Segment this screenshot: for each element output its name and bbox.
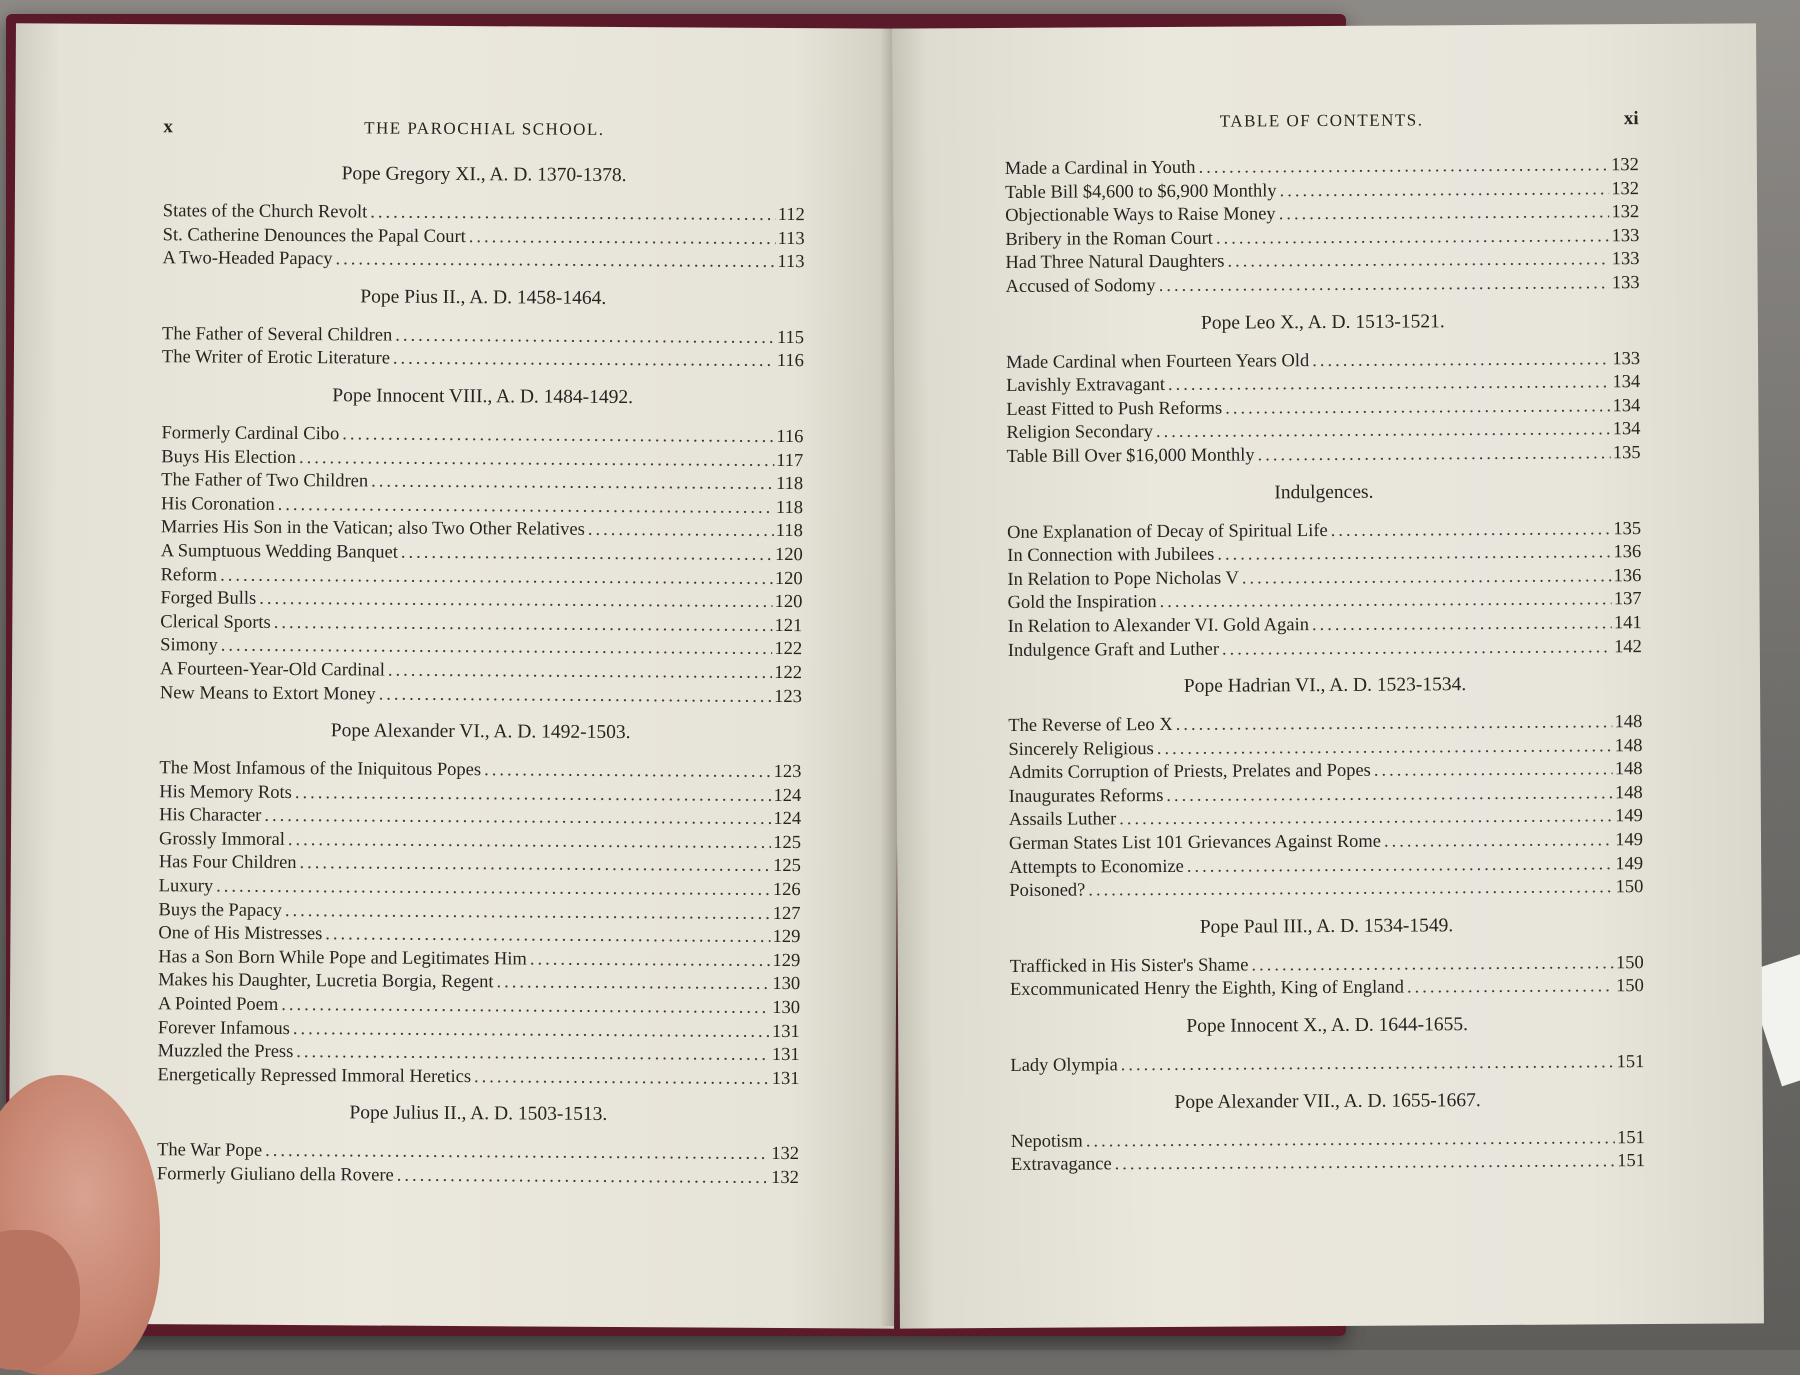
entry-page-number: 148 bbox=[1614, 782, 1643, 804]
entry-page-number: 125 bbox=[773, 856, 801, 877]
entry-page-number: 118 bbox=[776, 474, 804, 495]
entry-page-number: 150 bbox=[1616, 976, 1644, 997]
dot-leader bbox=[1176, 711, 1613, 737]
entry-page-number: 149 bbox=[1615, 830, 1644, 851]
entry-title: Bribery in the Roman Court bbox=[1005, 228, 1213, 250]
dot-leader bbox=[1217, 541, 1611, 567]
entry-title: Excommunicated Henry the Eighth, King of England bbox=[1009, 977, 1405, 1001]
dot-leader bbox=[469, 226, 776, 251]
dot-leader bbox=[401, 542, 773, 568]
right-page-number: xi bbox=[1623, 108, 1639, 130]
entry-page-number: 150 bbox=[1615, 877, 1644, 898]
entry-title: Inaugurates Reforms bbox=[1008, 785, 1164, 807]
entry-page-number: 148 bbox=[1614, 735, 1643, 756]
toc-section bbox=[160, 384, 804, 709]
section-heading: Pope Alexander VI., A. D. 1492-1503. bbox=[330, 720, 631, 744]
entry-page-number: 112 bbox=[777, 204, 805, 226]
dot-leader bbox=[588, 519, 774, 544]
toc-section bbox=[1008, 673, 1643, 904]
entry-page-number: 129 bbox=[772, 927, 801, 948]
entry-title: Accused of Sodomy bbox=[1005, 276, 1156, 297]
toc-entry bbox=[157, 1163, 799, 1191]
entry-page-number: 118 bbox=[775, 497, 804, 518]
entry-title: Formerly Cardinal Cibo bbox=[161, 423, 340, 445]
entry-title: A Sumptuous Wedding Banquet bbox=[160, 541, 398, 563]
dot-leader bbox=[296, 1041, 770, 1067]
entry-title: Poisoned? bbox=[1009, 880, 1086, 902]
dot-leader bbox=[299, 853, 771, 879]
dot-leader bbox=[1225, 395, 1611, 421]
entry-title: Least Fitted to Push Reforms bbox=[1006, 398, 1223, 420]
entry-title: The Father of Two Children bbox=[161, 470, 369, 492]
entry-page-number: 117 bbox=[776, 450, 804, 471]
entry-page-number: 136 bbox=[1613, 565, 1642, 586]
entry-page-number: 132 bbox=[1611, 202, 1640, 223]
dot-leader bbox=[395, 324, 775, 350]
dot-leader bbox=[1157, 735, 1613, 761]
section-heading: Pope Alexander VII., A. D. 1655-1667. bbox=[1174, 1089, 1481, 1113]
entry-page-number: 151 bbox=[1617, 1151, 1646, 1172]
entry-title: Formerly Giuliano della Rovere bbox=[156, 1164, 394, 1186]
dot-leader bbox=[220, 564, 773, 591]
entry-page-number: 133 bbox=[1611, 249, 1640, 270]
entry-title: Trafficked in His Sister's Shame bbox=[1009, 955, 1249, 977]
dot-leader bbox=[1384, 829, 1613, 854]
dot-leader bbox=[1198, 154, 1609, 180]
entry-page-number: 125 bbox=[773, 832, 802, 853]
entry-title: Lavishly Extravagant bbox=[1006, 375, 1166, 397]
entry-page-number: 120 bbox=[774, 592, 803, 613]
dot-leader bbox=[1227, 249, 1609, 275]
entry-title: A Fourteen-Year-Old Cardinal bbox=[159, 659, 385, 681]
dot-leader bbox=[1222, 636, 1612, 662]
entry-page-number: 151 bbox=[1616, 1052, 1645, 1073]
entry-title: The Reverse of Leo X bbox=[1008, 715, 1173, 737]
dot-leader bbox=[371, 471, 774, 497]
toc-entry bbox=[1010, 1051, 1644, 1078]
dot-leader bbox=[1280, 178, 1610, 204]
dot-leader bbox=[293, 1018, 770, 1045]
entry-title: New Means to Extort Money bbox=[159, 682, 376, 705]
entry-title: Simony bbox=[160, 635, 218, 656]
entry-page-number: 149 bbox=[1615, 806, 1643, 827]
entry-title: Admits Corruption of Priests, Prelates and Popes bbox=[1008, 761, 1371, 784]
entry-page-number: 120 bbox=[774, 544, 803, 566]
section-heading: Pope Pius II., A. D. 1458-1464. bbox=[360, 286, 607, 309]
dot-leader bbox=[496, 972, 770, 997]
toc-section bbox=[162, 285, 805, 374]
toc-entry bbox=[1011, 1150, 1645, 1177]
right-running-title: TABLE OF CONTENTS. bbox=[1219, 110, 1424, 131]
toc-section bbox=[1006, 310, 1641, 470]
dot-leader bbox=[379, 683, 773, 709]
entry-page-number: 134 bbox=[1612, 419, 1641, 440]
toc-entry bbox=[1007, 442, 1641, 469]
entry-title: Nepotism bbox=[1010, 1131, 1083, 1152]
entry-title: Attempts to Economize bbox=[1009, 856, 1184, 878]
toc-section bbox=[157, 1102, 800, 1191]
dot-leader bbox=[264, 805, 771, 832]
dot-leader bbox=[1115, 1150, 1616, 1177]
left-page-number: x bbox=[163, 116, 173, 138]
entry-title: Lady Olympia bbox=[1010, 1055, 1118, 1076]
entry-title: A Pointed Poem bbox=[157, 994, 279, 1015]
toc-entry bbox=[160, 682, 802, 710]
left-page bbox=[8, 23, 902, 1328]
entry-page-number: 132 bbox=[771, 1144, 800, 1165]
dot-leader bbox=[1187, 853, 1614, 879]
entry-title: The Father of Several Children bbox=[162, 323, 393, 346]
left-running-head bbox=[163, 116, 805, 142]
entry-page-number: 122 bbox=[774, 662, 803, 684]
entry-title: Religion Secondary bbox=[1006, 422, 1154, 444]
entry-page-number: 123 bbox=[774, 686, 802, 707]
entry-title: The Most Infamous of the Iniquitous Popes bbox=[159, 758, 482, 781]
entry-page-number: 134 bbox=[1612, 372, 1641, 393]
right-toc bbox=[1005, 154, 1645, 1178]
dot-leader bbox=[1121, 1051, 1615, 1078]
dot-leader bbox=[342, 423, 774, 449]
section-heading: Pope Innocent X., A. D. 1644-1655. bbox=[1186, 1014, 1469, 1037]
entry-title: His Memory Rots bbox=[159, 781, 292, 803]
entry-page-number: 122 bbox=[774, 639, 803, 660]
dot-leader bbox=[1312, 612, 1612, 637]
entry-page-number: 148 bbox=[1614, 712, 1643, 733]
dot-leader bbox=[474, 1066, 770, 1091]
dot-leader bbox=[388, 659, 773, 685]
entry-title: Table Bill $4,600 to $6,900 Monthly bbox=[1004, 180, 1277, 203]
entry-page-number: 115 bbox=[776, 327, 805, 348]
toc-entry bbox=[1008, 636, 1642, 663]
toc-section bbox=[1007, 480, 1642, 663]
dot-leader bbox=[484, 759, 772, 784]
entry-title: His Character bbox=[159, 805, 262, 827]
entry-page-number: 130 bbox=[772, 997, 801, 1019]
section-heading: Pope Paul III., A. D. 1534-1549. bbox=[1199, 915, 1454, 938]
entry-page-number: 132 bbox=[1611, 178, 1640, 199]
dot-leader bbox=[1166, 782, 1613, 808]
entry-page-number: 120 bbox=[774, 568, 803, 589]
entry-page-number: 136 bbox=[1613, 542, 1642, 563]
entry-page-number: 132 bbox=[771, 1167, 800, 1189]
entry-title: The War Pope bbox=[157, 1140, 263, 1162]
dot-leader bbox=[216, 876, 771, 903]
entry-title: Makes his Daughter, Lucretia Borgia, Regent bbox=[158, 970, 494, 993]
entry-page-number: 116 bbox=[776, 426, 804, 448]
dot-leader bbox=[530, 948, 771, 973]
entry-title: Had Three Natural Daughters bbox=[1005, 251, 1225, 274]
entry-page-number: 148 bbox=[1614, 759, 1643, 780]
entry-page-number: 123 bbox=[773, 762, 802, 783]
entry-title: Reform bbox=[160, 564, 218, 586]
entry-page-number: 131 bbox=[772, 1021, 800, 1042]
entry-title: Luxury bbox=[158, 876, 214, 897]
entry-page-number: 126 bbox=[772, 880, 801, 901]
entry-title: Forever Infamous bbox=[157, 1017, 290, 1039]
toc-entry bbox=[1009, 876, 1643, 903]
section-heading: Pope Julius II., A. D. 1503-1513. bbox=[349, 1102, 608, 1126]
entry-title: One Explanation of Decay of Spiritual Life bbox=[1007, 520, 1328, 543]
entry-page-number: 135 bbox=[1613, 518, 1642, 539]
dot-leader bbox=[393, 348, 775, 374]
dot-leader bbox=[397, 1165, 770, 1191]
entry-page-number: 151 bbox=[1617, 1127, 1645, 1148]
entry-page-number: 130 bbox=[772, 974, 801, 995]
entry-title: Gold the Inspiration bbox=[1007, 592, 1157, 614]
toc-section bbox=[1009, 914, 1644, 1003]
entry-title: Muzzled the Press bbox=[157, 1041, 294, 1063]
entry-title: German States List 101 Grievances Against Rome bbox=[1008, 831, 1382, 855]
entry-title: Indulgence Graft and Luther bbox=[1007, 639, 1220, 661]
dot-leader bbox=[295, 782, 772, 809]
dot-leader bbox=[299, 447, 774, 473]
dot-leader bbox=[1159, 272, 1610, 298]
dot-leader bbox=[259, 588, 773, 615]
entry-page-number: 135 bbox=[1612, 443, 1641, 464]
right-running-head bbox=[1005, 108, 1639, 134]
section-heading: Pope Hadrian VI., A. D. 1523-1534. bbox=[1183, 674, 1467, 697]
entry-title: One of His Mistresses bbox=[158, 923, 323, 945]
dot-leader bbox=[1279, 201, 1610, 227]
entry-page-number: 149 bbox=[1615, 853, 1644, 874]
dot-leader bbox=[335, 248, 775, 274]
entry-title: Buys His Election bbox=[161, 446, 297, 468]
entry-page-number: 131 bbox=[771, 1045, 800, 1066]
left-running-title: THE PAROCHIAL SCHOOL. bbox=[364, 118, 605, 139]
entry-page-number: 133 bbox=[1611, 225, 1640, 247]
entry-title: Sincerely Religious bbox=[1008, 738, 1154, 760]
dot-leader bbox=[281, 994, 770, 1021]
dot-leader bbox=[1251, 952, 1614, 978]
entry-page-number: 150 bbox=[1615, 952, 1644, 974]
toc-section bbox=[1005, 154, 1640, 299]
dot-leader bbox=[1216, 225, 1610, 251]
entry-page-number: 116 bbox=[776, 351, 804, 372]
entry-page-number: 132 bbox=[1611, 155, 1639, 176]
entry-title: Made Cardinal when Fourteen Years Old bbox=[1006, 350, 1310, 373]
dot-leader bbox=[278, 494, 774, 521]
section-heading: Indulgences. bbox=[1274, 481, 1374, 503]
toc-section bbox=[157, 719, 801, 1091]
entry-title: Energetically Repressed Immoral Heretics bbox=[157, 1065, 472, 1087]
entry-page-number: 137 bbox=[1613, 589, 1642, 610]
dot-leader bbox=[265, 1140, 769, 1167]
entry-page-number: 127 bbox=[772, 903, 801, 924]
entry-title: Clerical Sports bbox=[160, 611, 271, 633]
toc-entry bbox=[162, 247, 804, 275]
dot-leader bbox=[1407, 976, 1614, 1001]
dot-leader bbox=[274, 612, 773, 639]
left-toc bbox=[157, 162, 805, 1190]
dot-leader bbox=[221, 635, 773, 662]
entry-title: Has a Son Born While Pope and Legitimates Him bbox=[158, 947, 527, 970]
entry-title: In Relation to Pope Nicholas V bbox=[1007, 568, 1239, 590]
entry-title: Assails Luther bbox=[1008, 809, 1117, 831]
entry-page-number: 133 bbox=[1612, 348, 1641, 369]
entry-title: St. Catherine Denounces the Papal Court bbox=[162, 224, 466, 247]
toc-entry bbox=[162, 347, 804, 375]
entry-title: Buys the Papacy bbox=[158, 899, 282, 921]
entry-title: His Coronation bbox=[160, 493, 275, 515]
entry-title: Forged Bulls bbox=[160, 588, 257, 609]
entry-title: Table Bill Over $16,000 Monthly bbox=[1006, 445, 1255, 467]
entry-page-number: 133 bbox=[1611, 273, 1640, 294]
entry-title: The Writer of Erotic Literature bbox=[161, 347, 390, 369]
dot-leader bbox=[288, 829, 771, 856]
dot-leader bbox=[1374, 759, 1613, 784]
entry-page-number: 134 bbox=[1612, 395, 1641, 417]
right-page bbox=[892, 23, 1764, 1328]
entry-page-number: 124 bbox=[773, 785, 802, 806]
entry-title: Grossly Immoral bbox=[158, 829, 285, 850]
toc-entry bbox=[157, 1064, 799, 1092]
dot-leader bbox=[1258, 442, 1611, 468]
dot-leader bbox=[1168, 371, 1611, 397]
dot-leader bbox=[285, 900, 771, 927]
dot-leader bbox=[1088, 877, 1613, 904]
entry-page-number: 113 bbox=[777, 252, 805, 273]
entry-title: Extravagance bbox=[1010, 1154, 1112, 1176]
dot-leader bbox=[1331, 518, 1612, 543]
entry-title: In Relation to Alexander VI. Gold Again bbox=[1007, 615, 1310, 637]
dot-leader bbox=[1312, 348, 1610, 373]
section-heading: Pope Leo X., A. D. 1513-1521. bbox=[1200, 310, 1445, 334]
entry-title: Made a Cardinal in Youth bbox=[1004, 157, 1196, 179]
dot-leader bbox=[370, 201, 776, 227]
dot-leader bbox=[1159, 589, 1611, 615]
entry-page-number: 142 bbox=[1614, 636, 1642, 657]
toc-entry bbox=[1006, 272, 1640, 299]
toc-section bbox=[1011, 1089, 1646, 1178]
dot-leader bbox=[325, 923, 770, 949]
dot-leader bbox=[1156, 419, 1611, 445]
entry-title: A Two-Headed Papacy bbox=[162, 248, 333, 270]
entry-title: Objectionable Ways to Raise Money bbox=[1005, 204, 1276, 227]
entry-title: States of the Church Revolt bbox=[162, 201, 368, 223]
entry-page-number: 113 bbox=[777, 228, 805, 249]
toc-entry bbox=[1010, 976, 1644, 1003]
section-heading: Pope Innocent VIII., A. D. 1484-1492. bbox=[332, 385, 634, 409]
entry-title: In Connection with Jubilees bbox=[1007, 544, 1215, 567]
entry-page-number: 121 bbox=[774, 615, 803, 636]
entry-page-number: 118 bbox=[775, 521, 803, 542]
dot-leader bbox=[1086, 1127, 1615, 1154]
dot-leader bbox=[1242, 565, 1612, 591]
entry-page-number: 124 bbox=[773, 809, 802, 830]
entry-page-number: 131 bbox=[771, 1068, 800, 1089]
toc-section bbox=[1010, 1013, 1644, 1078]
dot-leader bbox=[1119, 806, 1613, 833]
entry-page-number: 129 bbox=[772, 950, 801, 971]
entry-title: Marries His Son in the Vatican; also Two Other Relatives bbox=[160, 517, 585, 541]
entry-title: Has Four Children bbox=[158, 852, 297, 874]
section-heading: Pope Gregory XI., A. D. 1370-1378. bbox=[341, 163, 627, 187]
toc-section bbox=[162, 162, 805, 275]
entry-page-number: 141 bbox=[1613, 612, 1642, 634]
